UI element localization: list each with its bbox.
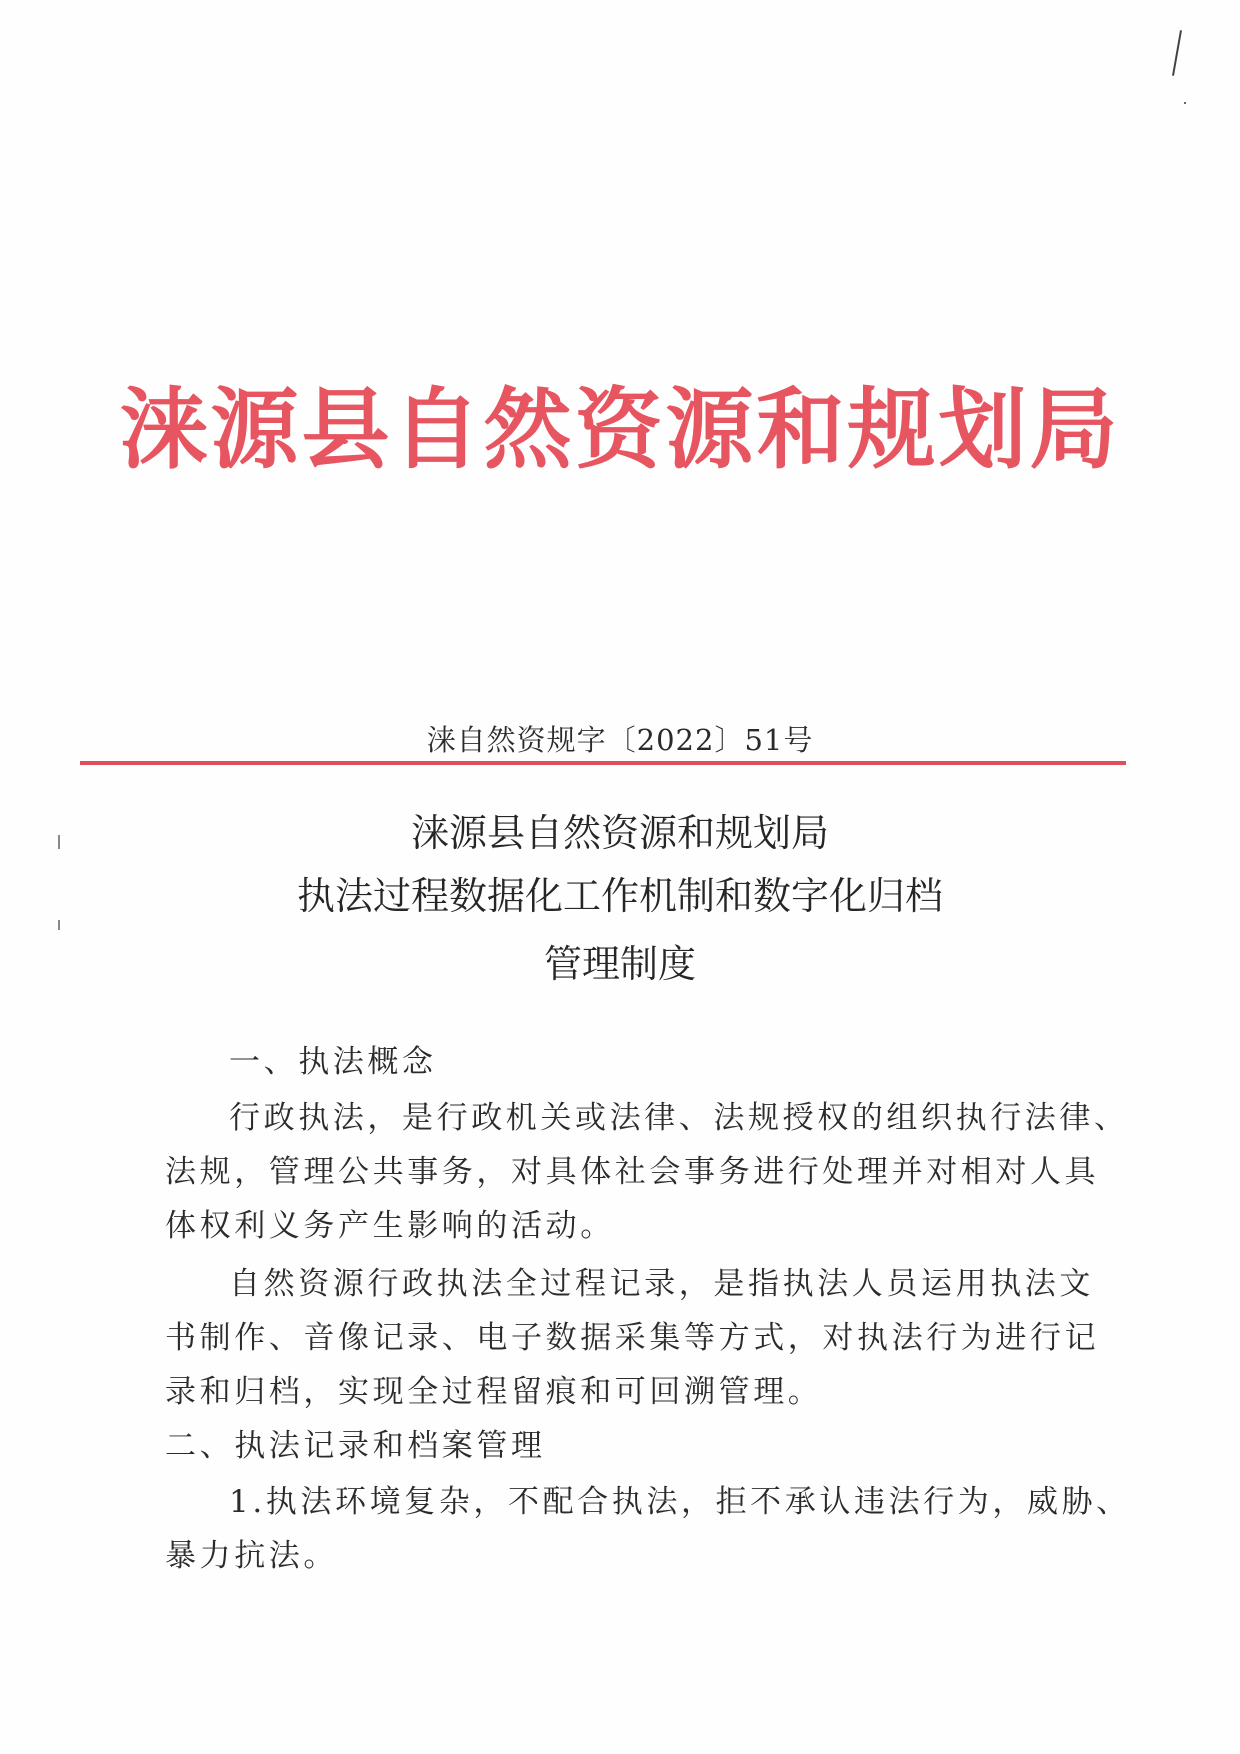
issuer-header: 涞源县自然资源和规划局: [119, 378, 1121, 481]
document-number: 涞自然资规字〔2022〕51号: [426, 723, 814, 757]
section-heading: 一、执法概念: [229, 1044, 437, 1080]
list-item-line: 1.执法环境复杂，不配合执法，拒不承认违法行为，威胁、: [229, 1484, 1131, 1520]
paragraph-line: 行政执法，是行政机关或法律、法规授权的组织执行法律、: [229, 1100, 1129, 1136]
paragraph-line: 体权利义务产生影响的活动。: [165, 1208, 615, 1244]
section-heading: 二、执法记录和档案管理: [165, 1428, 546, 1464]
scan-dot: [1184, 102, 1186, 104]
red-divider-line: [80, 761, 1126, 765]
paragraph-line: 书制作、音像记录、电子数据采集等方式，对执法行为进行记: [165, 1320, 1100, 1356]
paragraph-line: 自然资源行政执法全过程记录，是指执法人员运用执法文: [229, 1266, 1094, 1302]
scan-edge-mark: [58, 920, 60, 930]
scan-mark: [1172, 30, 1182, 76]
paragraph-line: 录和归档，实现全过程留痕和可回溯管理。: [165, 1374, 823, 1410]
title-line-2: 执法过程数据化工作机制和数字化归档: [296, 874, 943, 918]
title-line-3: 管理制度: [543, 942, 696, 986]
list-item-line: 暴力抗法。: [165, 1538, 338, 1574]
title-line-1: 涞源县自然资源和规划局: [410, 811, 829, 855]
paragraph-line: 法规，管理公共事务，对具体社会事务进行处理并对相对人具: [165, 1154, 1100, 1190]
